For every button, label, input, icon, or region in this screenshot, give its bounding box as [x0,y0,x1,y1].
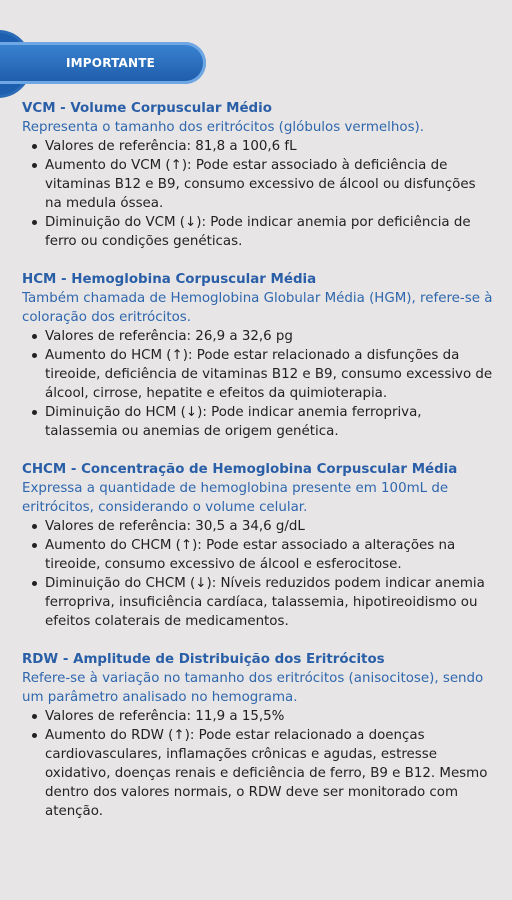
list-item: Aumento do CHCM (↑): Pode estar associado a alterações na tireoide, consumo excessivo de álcool e esferocitose. [45,536,494,574]
section-title: VCM - Volume Corpuscular Médio [22,101,272,116]
section-rdw [22,650,494,821]
list-item: Aumento do RDW (↑): Pode estar relacionado a doenças cardiovasculares, inflamações crônicas e agudas, estresse oxidativo, doenças renais e deficiência de ferro, B9 e B12. Mesmo dentro dos valores normais, o RDW deve ser monitorado com atenção. [45,726,494,821]
list-item: Aumento do VCM (↑): Pode estar associado à deficiência de vitaminas B12 e B9, consumo excessivo de álcool ou disfunções na medula óssea. [45,156,494,213]
section-title: CHCM - Concentração de Hemoglobina Corpuscular Média [22,462,458,477]
section-vcm [22,99,494,251]
section-description: Representa o tamanho dos eritrócitos (glóbulos vermelhos). [22,120,425,135]
section-chcm [22,460,494,631]
list-item: Valores de referência: 26,9 a 32,6 pg [45,327,494,346]
list-item: Diminuição do VCM (↓): Pode indicar anemia por deficiência de ferro ou condições genéticas. [45,213,494,251]
section-title: RDW - Amplitude de Distribuição dos Eritrócitos [22,652,385,667]
list-item: Diminuição do HCM (↓): Pode indicar anemia ferropriva, talassemia ou anemias de origem genética. [45,403,494,441]
section-description: Também chamada de Hemoglobina Globular Média (HGM), refere-se à coloração dos eritrócitos. [22,291,493,325]
bullet-list [22,327,494,441]
content [22,99,494,840]
bullet-list [22,707,494,821]
list-item: Aumento do HCM (↑): Pode estar relacionado a disfunções da tireoide, deficiência de vitaminas B12 e B9, consumo excessivo de álcool, cirrose, hepatite e efeitos da quimioterapia. [45,348,493,401]
section-hcm [22,270,494,441]
important-banner [0,38,206,88]
section-description: Expressa a quantidade de hemoglobina presente em 100mL de eritrócitos, considerando o volume celular. [22,481,449,515]
bullet-list [22,137,494,251]
banner-label: IMPORTANTE [66,56,156,70]
list-item: Valores de referência: 81,8 a 100,6 fL [45,137,494,156]
section-title: HCM - Hemoglobina Corpuscular Média [22,272,317,287]
list-item: Valores de referência: 30,5 a 34,6 g/dL [45,517,494,536]
list-item: Valores de referência: 11,9 a 15,5% [45,707,494,726]
list-item: Diminuição do CHCM (↓): Níveis reduzidos podem indicar anemia ferropriva, insuficiência cardíaca, talassemia, hipotireoidismo ou efeitos colaterais de medicamentos. [45,574,494,631]
section-description: Refere-se à variação no tamanho dos eritrócitos (anisocitose), sendo um parâmetro analisado no hemograma. [22,671,484,705]
bullet-list [22,517,494,631]
